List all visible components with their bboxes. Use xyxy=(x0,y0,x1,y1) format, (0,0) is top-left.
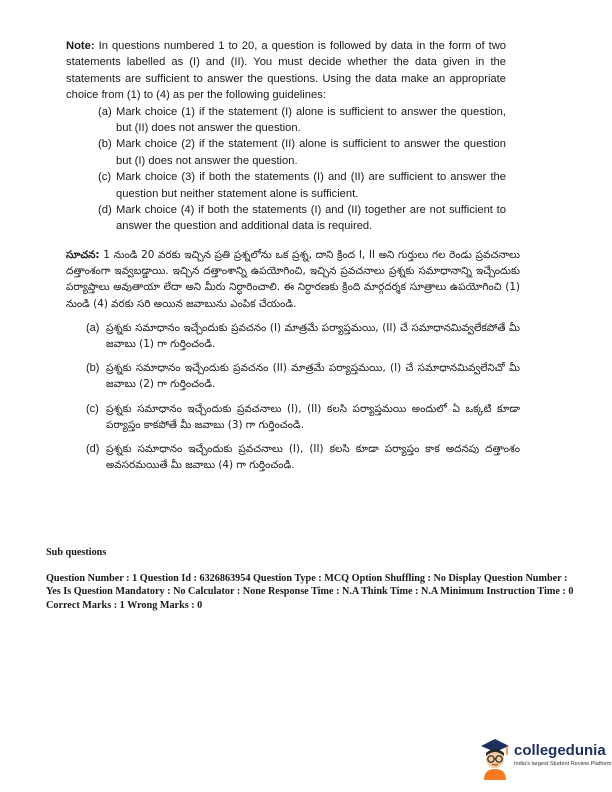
student-mascot-icon xyxy=(478,736,512,780)
option-text: ప్రశ్నకు సమాధానం ఇచ్చేందుకు ప్రవచనం (II) మాత్రమే పర్యాప్తమయి, (I) చే సమాధానమివ్వలేనిచో మీ జవాబు (2) గా గుర్తించండి. xyxy=(106,362,520,391)
option-key: (b) xyxy=(98,138,112,151)
option-text: Mark choice (1) if the statement (I) alone is sufficient to answer the question, but (II) does not answer the question. xyxy=(116,105,506,135)
logo-wordmark: collegedunia xyxy=(514,742,606,759)
sub-questions-heading: Sub questions xyxy=(46,547,107,558)
question-metadata xyxy=(46,546,576,612)
option-key: (d) xyxy=(98,204,112,217)
logo-tagline: India's largest Student Review Platform xyxy=(514,761,612,767)
option-text: ప్రశ్నకు సమాధానం ఇచ్చేందుకు ప్రవచనం (I) మాత్రమే పర్యాప్తమయి, (II) చే సమాధానమివ్వలేకపోతే మీ జవాబు (1) గా గుర్తించండి. xyxy=(106,321,520,351)
option-key: (b) xyxy=(86,362,100,375)
note-paragraph xyxy=(66,38,506,104)
option-key: (c) xyxy=(86,402,99,415)
note-label: Note: xyxy=(66,40,95,52)
option-text: Mark choice (3) if both the statements (I) and (II) are sufficient to answer the question but neither statement alone is sufficient. xyxy=(116,171,506,200)
instructions-telugu xyxy=(66,247,520,473)
option-text: Mark choice (4) if both the statements (I) and (II) together are not sufficient to answer the question and additional data is required. xyxy=(116,204,506,233)
guideline-option-b xyxy=(66,136,506,169)
telugu-option-c xyxy=(66,401,520,433)
telugu-option-a xyxy=(66,320,520,352)
question-meta-text: Question Number : 1 Question Id : 6326863954 Question Type : MCQ Option Shuffling : No Display Question Number : Yes Is Question Mandatory : No Calculator : None Response Time : N.A Think Time : N.A Minimum Instruction Time : 0 xyxy=(46,573,574,598)
collegedunia-logo xyxy=(478,734,612,782)
telugu-option-b xyxy=(66,360,520,392)
option-text: Mark choice (2) if the statement (II) alone is sufficient to answer the question but (I) does not answer the question. xyxy=(116,138,506,167)
option-key: (c) xyxy=(98,171,112,184)
marks-text: Correct Marks : 1 Wrong Marks : 0 xyxy=(46,599,203,611)
guideline-option-c xyxy=(66,169,506,202)
telugu-label: సూచన: xyxy=(66,249,100,261)
instructions-english xyxy=(66,38,506,235)
guideline-option-d xyxy=(66,202,506,235)
note-text: In questions numbered 1 to 20, a question is followed by data in the form of two statements labelled as (I) and (II). You must decide whether the data given in the statements are sufficient to answer the questions. Using the data make an appropriate choice from (1) to (4) as per the following guidelines: xyxy=(66,40,507,102)
option-key: (a) xyxy=(86,321,100,334)
telugu-option-d xyxy=(66,441,520,473)
guideline-option-a xyxy=(66,104,506,137)
option-key: (d) xyxy=(86,443,100,456)
option-text: ప్రశ్నకు సమాధానం ఇచ్చేందుకు ప్రవచనాలు (I), (II) కలసి కూడా పర్యాప్తం కాక అదనపు దత్తాంశం అవసరమయితే మీ జవాబు (4) గా గుర్తించండి. xyxy=(106,443,520,472)
telugu-text: 1 నుండి 20 వరకు ఇచ్చిన ప్రతి ప్రశ్నలోను ఒక ప్రశ్న, దాని క్రింద I, II అని గుర్తులు గల రెండు ప్రవచనాలు దత్తాంశంగా ఇవ్వబడ్డాయి. ఇచ్చిన దత్తాంశాన్ని ఉపయోగించి, ఇచ్చిన ప్రవచనాలు ప్రశ్నకు సమాధానాన్ని ఇచ్చేందుకు పర్యాప్తాలు అవుతాయా లేదా అని మీరు నిర్ధారించాలి. ఈ నిర్ధారణకు క్రింది మార్గదర్శక సూత్రాలు ఉపయోగించి (1) నుండి (4) వరకు సరి అయిన జవాబును ఎంపిక చేయండి. xyxy=(66,249,520,310)
option-text: ప్రశ్నకు సమాధానం ఇచ్చేందుకు ప్రవచనాలు (I), (II) కలసి పర్యాప్తమయి అందులో ఏ ఒక్కటి కూడా పర్యాప్తం కాకపోతే మీ జవాబు (3) గా గుర్తించండి. xyxy=(106,402,520,431)
telugu-paragraph xyxy=(66,247,520,312)
option-key: (a) xyxy=(98,105,112,118)
